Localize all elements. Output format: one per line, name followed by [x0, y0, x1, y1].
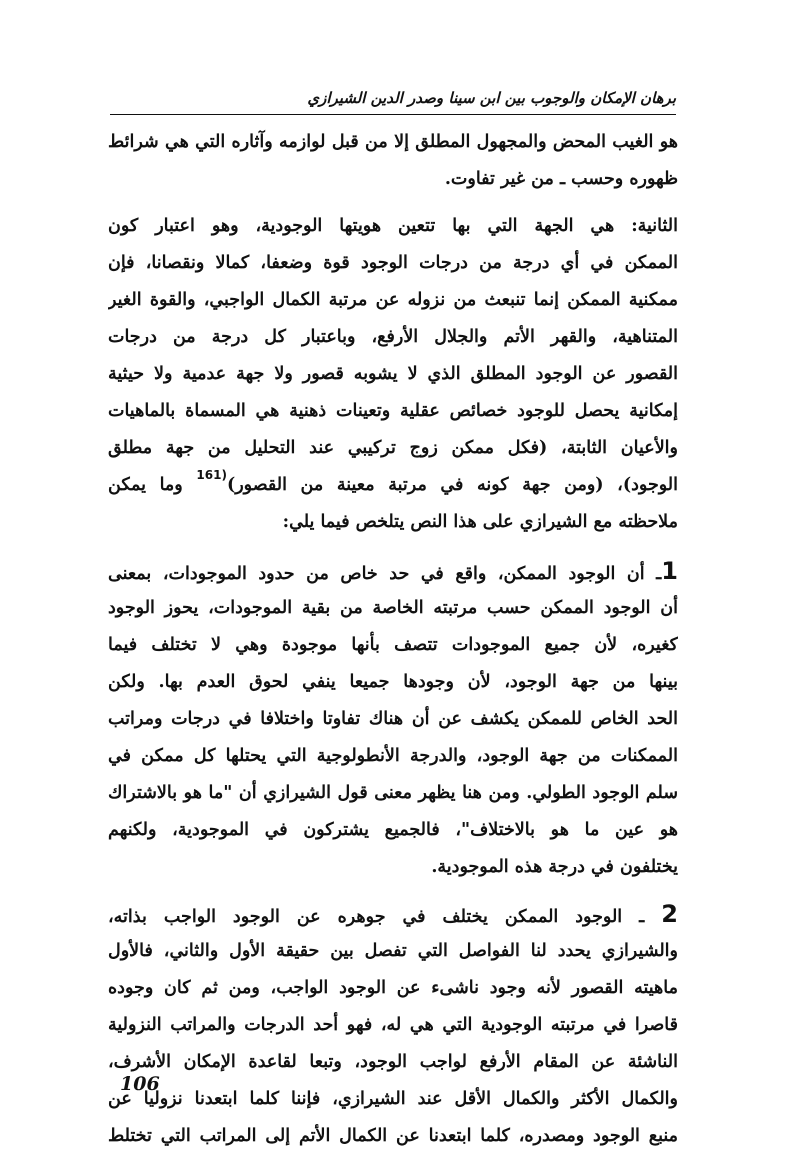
body-text — [108, 124, 678, 1155]
text-line: والشيرازي يحدد لنا الفواصل التي تفصل بين حقيقة الأول والثاني، فالأول — [108, 941, 678, 961]
text-line — [108, 467, 678, 504]
text-line — [108, 553, 678, 590]
footnote-reference: (161 — [196, 468, 227, 483]
text-line: والكمال الأكثر والكمال الأقل عند الشيرازي، فإننا كلما ابتعدنا نزوليا عن — [108, 1089, 678, 1109]
text-line: الناشئة عن المقام الأرفع لواجب الوجود، وتبعا لقاعدة الإمكان الأشرف، — [108, 1052, 678, 1072]
paragraph-lead-term: الثانية: — [631, 216, 678, 236]
text-line: بينها من جهة الوجود، لأن وجودها جميعا ينفي لحوق العدم بها. ولكن — [108, 672, 678, 692]
running-header: برهان الإمكان والوجوب بين ابن سينا وصدر الدين الشيرازي — [110, 88, 676, 115]
text-line: الممكن في أي درجة من درجات الوجود قوة وضعفا، كمالا ونقصانا، فإن — [108, 253, 678, 273]
text-line: ماهيته القصور لأنه وجود ناشىء عن الوجود الواجب، ومن ثم كان وجوده — [108, 978, 678, 998]
text-line: يختلفون في درجة هذه الموجودية. — [431, 857, 678, 877]
text-line: سلم الوجود الطولي. ومن هنا يظهر معنى قول الشيرازي أن "ما هو بالاشتراك — [108, 783, 678, 803]
text-run: وما يمكن — [108, 475, 183, 495]
text-line: هو عين ما هو بالاختلاف"، فالجميع يشتركون في الموجودية، ولكنهم — [108, 820, 678, 840]
text-line: المتناهية، والقهر الأتم والجلال الأرفع، وباعتبار كل درجة من درجات — [108, 327, 678, 347]
text-line — [108, 896, 678, 933]
text-line: ظهوره وحسب ـ من غير تفاوت. — [444, 169, 678, 189]
text-line: قاصرا في مرتبته الوجودية التي هي له، فهو أحد الدرجات والمراتب النزولية — [108, 1015, 678, 1035]
text-line: والأعيان الثابتة، (فكل ممكن زوج تركيبي عند التحليل من جهة مطلق — [108, 438, 678, 458]
text-line: هو الغيب المحض والمجهول المطلق إلا من قبل لوازمه وآثاره التي هي شرائط — [108, 132, 678, 152]
text-line: ملاحظته مع الشيرازي على هذا النص يتلخص فيما يلي: — [282, 512, 678, 532]
text-line: الممكنات من جهة الوجود، والدرجة الأنطولوجية التي يحتلها كل ممكن في — [108, 746, 678, 766]
text-line: ممكنية الممكن إنما تنبعث من نزوله عن مرتبة الكمال الواجبي، والقوة الغير — [108, 290, 678, 310]
text-line: أن الوجود الممكن حسب مرتبته الخاصة من بقية الموجودات، يحوز الوجود — [108, 598, 678, 618]
paragraph-gap — [108, 886, 678, 896]
text-line: القصور عن الوجود المطلق الذي لا يشوبه قصور ولا جهة عدمية ولا حيثية — [108, 364, 678, 384]
text-run: ـ أن الوجود الممكن، واقع في حد خاص من حدود الموجودات، بمعنى — [108, 564, 662, 584]
text-run: هي الجهة التي بها تتعين هويتها الوجودية، وهو اعتبار كون — [108, 216, 632, 236]
list-number: 1 — [661, 557, 678, 585]
text-line: منبع الوجود ومصدره، كلما ابتعدنا عن الكمال الأتم إلى المراتب التي تختلط — [108, 1126, 678, 1146]
text-line: كغيره، لأن جميع الموجودات تتصف بأنها موجودة وهي لا تختلف فيما — [108, 635, 678, 655]
text-line: الحد الخاص للممكن يكشف عن أن هناك تفاوتا واختلافا في درجات ومراتب — [108, 709, 678, 729]
list-number: 2 — [661, 900, 678, 928]
text-line — [108, 208, 678, 245]
text-run: الوجود)، (ومن جهة كونه في مرتبة معينة من القصور) — [226, 475, 678, 495]
text-run: ـ الوجود الممكن يختلف في جوهره عن الوجود الواجب بذاته، — [108, 907, 662, 927]
page-number: 106 — [120, 1073, 160, 1095]
paragraph-gap — [108, 541, 678, 553]
text-line: إمكانية يحصل للوجود خصائص عقلية وتعينات ذهنية هي المسماة بالماهيات — [108, 401, 678, 421]
paragraph-gap — [108, 198, 678, 208]
